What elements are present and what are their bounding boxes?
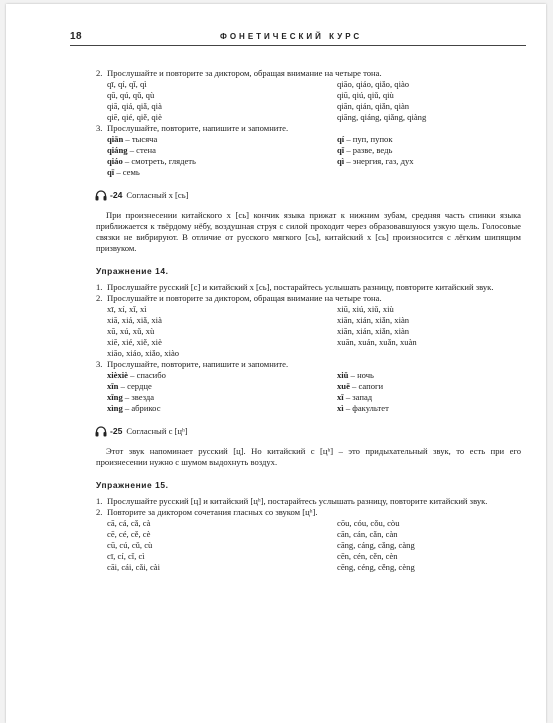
exercise-title-15: Упражнение 15.	[96, 480, 169, 490]
vocab-word: xī	[337, 392, 344, 402]
vocab-entry	[337, 134, 532, 145]
vocab-word: xìng	[107, 403, 123, 413]
vocab-translation: – запад	[343, 392, 373, 402]
tone-cell	[337, 348, 532, 359]
exercise-title-14: Упражнение 14.	[96, 266, 169, 276]
tone-cell: qū, qú, qǔ, qù	[107, 90, 155, 100]
vocab-entry	[337, 370, 532, 381]
vocab-word: xuē	[337, 381, 350, 391]
running-title: ФОНЕТИЧЕСКИЙ КУРС	[220, 32, 363, 41]
tone-cell: qī, qí, qǐ, qì	[107, 79, 147, 89]
vocab-translation: – сапоги	[349, 381, 384, 391]
tone-cell: qiū, qiú, qiǔ, qiù	[337, 90, 394, 100]
tone-cell: qiāng, qiáng, qiǎng, qiàng	[337, 112, 427, 122]
vocab-word: qiáng	[107, 145, 128, 155]
sound-heading-24	[95, 190, 521, 201]
tone-cell: cāi, cái, cǎi, cài	[107, 562, 160, 572]
vocab-entry	[337, 403, 532, 414]
vocab-entry	[107, 156, 337, 167]
headphones-icon	[95, 190, 107, 201]
tone-cell: cān, cán, cǎn, càn	[337, 529, 398, 539]
vocab-translation: – спасибо	[128, 370, 166, 380]
headphones-icon	[95, 426, 107, 437]
sound-description: При произнесении китайского x [сь] кончик языка прижат к нижним зубам, средняя часть спинки языка приближается к твёрдому нёбу, воздушная струя с силой проходит через образовавшуюся узкую щель. Голосовые связки не вибрируют. В отличие от русского мягкого [сь], китайский x [сь] произносится с лёгким шипящим призвуком.	[96, 210, 521, 253]
vocab-translation: – энергия, газ, дух	[344, 156, 414, 166]
page-content	[96, 68, 521, 573]
vocab-word: xì	[337, 403, 344, 413]
vocab-translation: – факультет	[343, 403, 389, 413]
vocab-entry	[107, 392, 337, 403]
sound-heading-25	[95, 426, 521, 437]
tone-table	[96, 79, 521, 123]
tone-cell: xiā, xiá, xiǎ, xià	[107, 315, 162, 325]
sound-code: -24	[110, 190, 123, 200]
page-number: 18	[70, 31, 83, 42]
sound-description: Этот звук напоминает русский [ц]. Но китайский c [цʰ] – это придыхательный звук, то есть при его произнесении нужно с шумом выдохнуть воздух.	[96, 446, 521, 467]
tone-cell: qiā, qiá, qiǎ, qià	[107, 101, 162, 111]
vocab-word: qì	[337, 156, 345, 166]
book-page	[6, 4, 546, 723]
tone-cell: cēng, céng, cěng, cèng	[337, 562, 415, 572]
vocab-translation: – смотреть, глядеть	[122, 156, 196, 166]
tone-cell: qiān, qián, qiǎn, qiàn	[337, 101, 410, 111]
tone-cell: cī, cí, cǐ, cì	[107, 551, 145, 561]
vocab-entry	[107, 403, 337, 414]
vocab-entry	[107, 381, 337, 392]
tone-cell: cē, cé, cě, cè	[107, 529, 151, 539]
tone-cell: cā, cá, cǎ, cà	[107, 518, 151, 528]
tone-cell: qiē, qié, qiě, qiè	[107, 112, 162, 122]
tone-cell: cēn, cén, cěn, cèn	[337, 551, 398, 561]
sound-title: Согласный c [цʰ]	[126, 426, 188, 436]
vocab-word: qiáo	[107, 156, 123, 166]
vocab-entry	[107, 167, 337, 178]
vocab-entry	[107, 145, 337, 156]
vocab-translation: – звезда	[122, 392, 155, 402]
instruction-3: 3. Прослушайте, повторите, напишите и запомните.	[96, 123, 289, 133]
vocab-word: xièxiè	[107, 370, 128, 380]
tone-table	[96, 304, 521, 359]
page-header	[70, 31, 526, 46]
vocab-entry	[337, 381, 532, 392]
tone-cell: xiē, xié, xiě, xiè	[107, 337, 162, 347]
vocab-table	[96, 370, 521, 414]
vocab-entry	[337, 145, 532, 156]
vocab-translation: – тысяча	[123, 134, 158, 144]
instruction-2: 2. Повторите за диктором сочетания гласных со звуком [цʰ].	[96, 507, 318, 517]
tone-cell: xiū, xiú, xiǔ, xiù	[337, 304, 394, 314]
tone-cell: xiān, xián, xiǎn, xiàn	[337, 326, 410, 336]
vocab-translation: – разве, ведь	[344, 145, 393, 155]
vocab-word: xīn	[107, 381, 119, 391]
sound-title: Согласный x [сь]	[126, 190, 189, 200]
vocab-translation: – пуп, пупок	[344, 134, 393, 144]
instruction-1: 1. Прослушайте русский [с] и китайский x [сь], постарайтесь услышать разницу, повторите китайский звук.	[96, 282, 494, 292]
sound-code: -25	[110, 426, 123, 436]
vocab-entry	[107, 370, 337, 381]
vocab-translation: – ночь	[348, 370, 374, 380]
vocab-word: qī	[107, 167, 115, 177]
vocab-word: qǐ	[337, 145, 345, 155]
tone-cell: xī, xí, xǐ, xì	[107, 304, 147, 314]
vocab-word: qí	[337, 134, 345, 144]
tone-cell: cū, cú, cǔ, cù	[107, 540, 153, 550]
instruction-2: 2. Прослушайте и повторите за диктором, обращая внимание на четыре тона.	[96, 293, 382, 303]
tone-cell: xū, xú, xǔ, xù	[107, 326, 155, 336]
vocab-word: qiān	[107, 134, 124, 144]
vocab-entry	[337, 156, 532, 167]
vocab-word: xiǔ	[337, 370, 349, 380]
vocab-translation: – стена	[127, 145, 156, 155]
vocab-entry	[337, 392, 532, 403]
instruction-1: 1. Прослушайте русский [ц] и китайский [цʰ], постарайтесь услышать разницу, повторите китайский звук.	[96, 496, 488, 506]
tone-table	[96, 518, 521, 573]
instruction-3: 3. Прослушайте, повторите, напишите и запомните.	[96, 359, 289, 369]
vocab-translation: – абрикос	[122, 403, 161, 413]
tone-cell: qiāo, qiáo, qiǎo, qiào	[337, 79, 410, 89]
tone-cell: cāng, cáng, cǎng, càng	[337, 540, 415, 550]
vocab-entry	[337, 167, 532, 178]
tone-cell: xuān, xuán, xuǎn, xuàn	[337, 337, 417, 347]
vocab-word: xīng	[107, 392, 123, 402]
tone-cell: xiān, xián, xiǎn, xiàn	[337, 315, 410, 325]
vocab-entry	[107, 134, 337, 145]
instruction-2: 2. Прослушайте и повторите за диктором, обращая внимание на четыре тона.	[96, 68, 382, 78]
tone-cell: cōu, cóu, cǒu, còu	[337, 518, 400, 528]
vocab-translation: – сердце	[118, 381, 152, 391]
vocab-translation: – семь	[114, 167, 140, 177]
tone-cell: xiāo, xiáo, xiǎo, xiào	[107, 348, 180, 358]
vocab-table	[96, 134, 521, 178]
